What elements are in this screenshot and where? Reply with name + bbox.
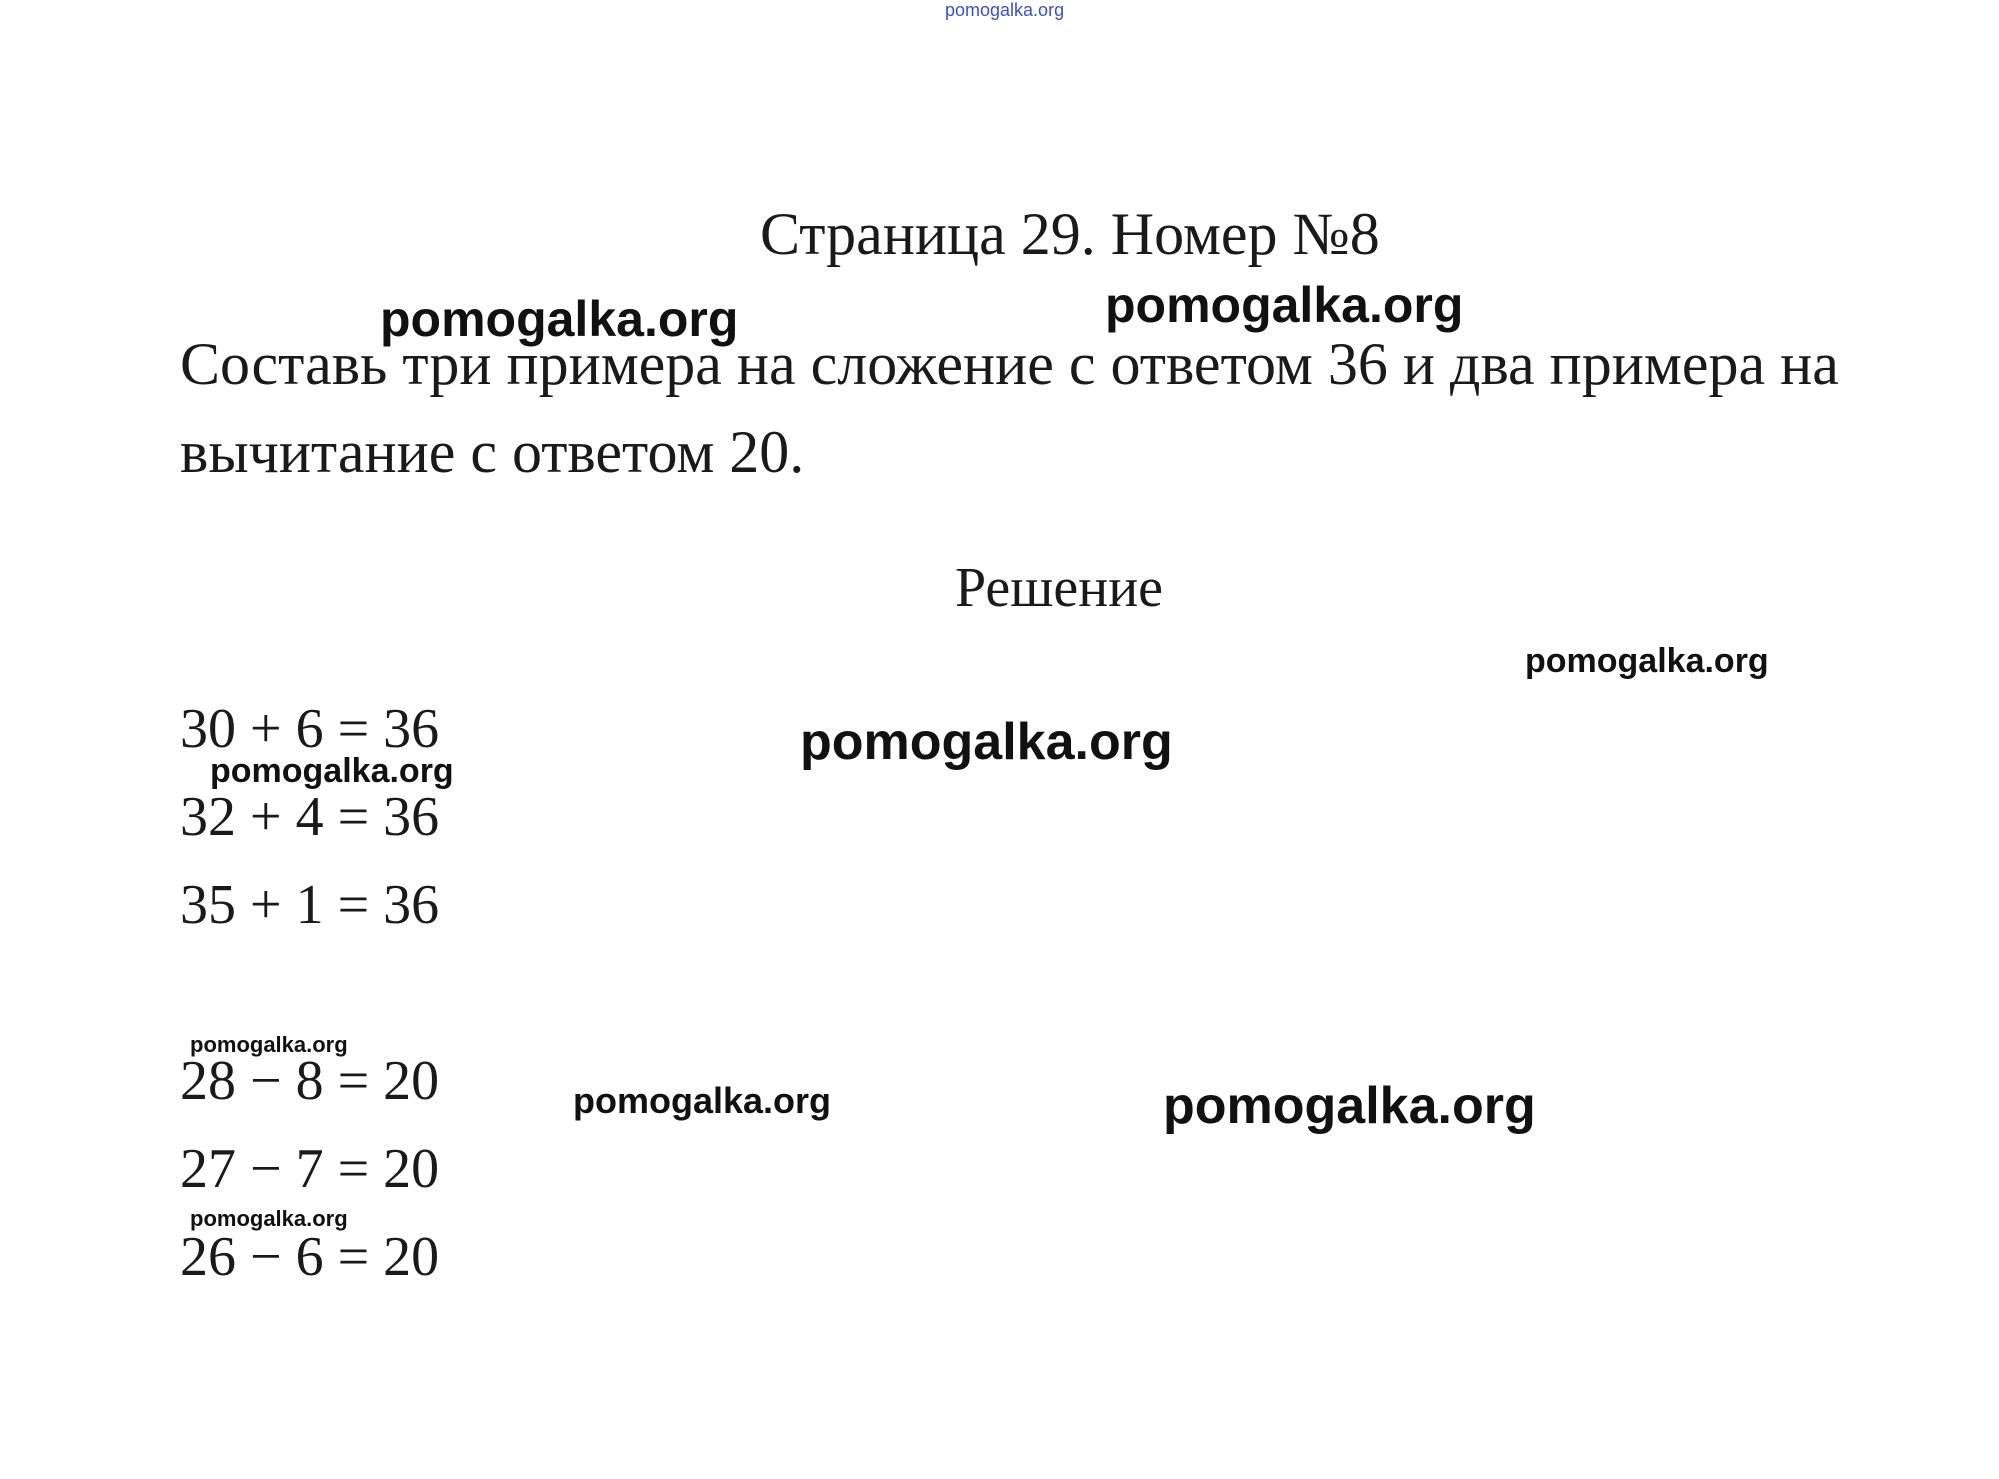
subtraction-example: 28 − 8 = 20 [180, 1050, 440, 1112]
watermark: pomogalka.org [210, 752, 454, 790]
watermark: pomogalka.org [380, 291, 739, 347]
watermark: pomogalka.org [1163, 1077, 1536, 1135]
watermark: pomogalka.org [190, 1206, 348, 1231]
task-text-line-2: вычитание с ответом 20. [180, 419, 805, 485]
subtraction-example: 26 − 6 = 20 [180, 1226, 440, 1288]
page-heading: Страница 29. Номер №8 [760, 201, 1380, 267]
addition-example: 32 + 4 = 36 [180, 786, 440, 848]
task-text-line-1: Составь три примера на сложение с ответом 36 и два примера на [180, 331, 1839, 397]
top-watermark: pomogalka.org [945, 0, 1065, 20]
watermark: pomogalka.org [573, 1080, 832, 1121]
watermark: pomogalka.org [800, 713, 1173, 771]
solution-title: Решение [955, 557, 1164, 619]
addition-example: 30 + 6 = 36 [180, 698, 440, 760]
watermark: pomogalka.org [190, 1032, 348, 1057]
watermark: pomogalka.org [1105, 277, 1464, 333]
addition-example: 35 + 1 = 36 [180, 874, 440, 936]
subtraction-example: 27 − 7 = 20 [180, 1138, 440, 1200]
watermark: pomogalka.org [1525, 642, 1769, 680]
